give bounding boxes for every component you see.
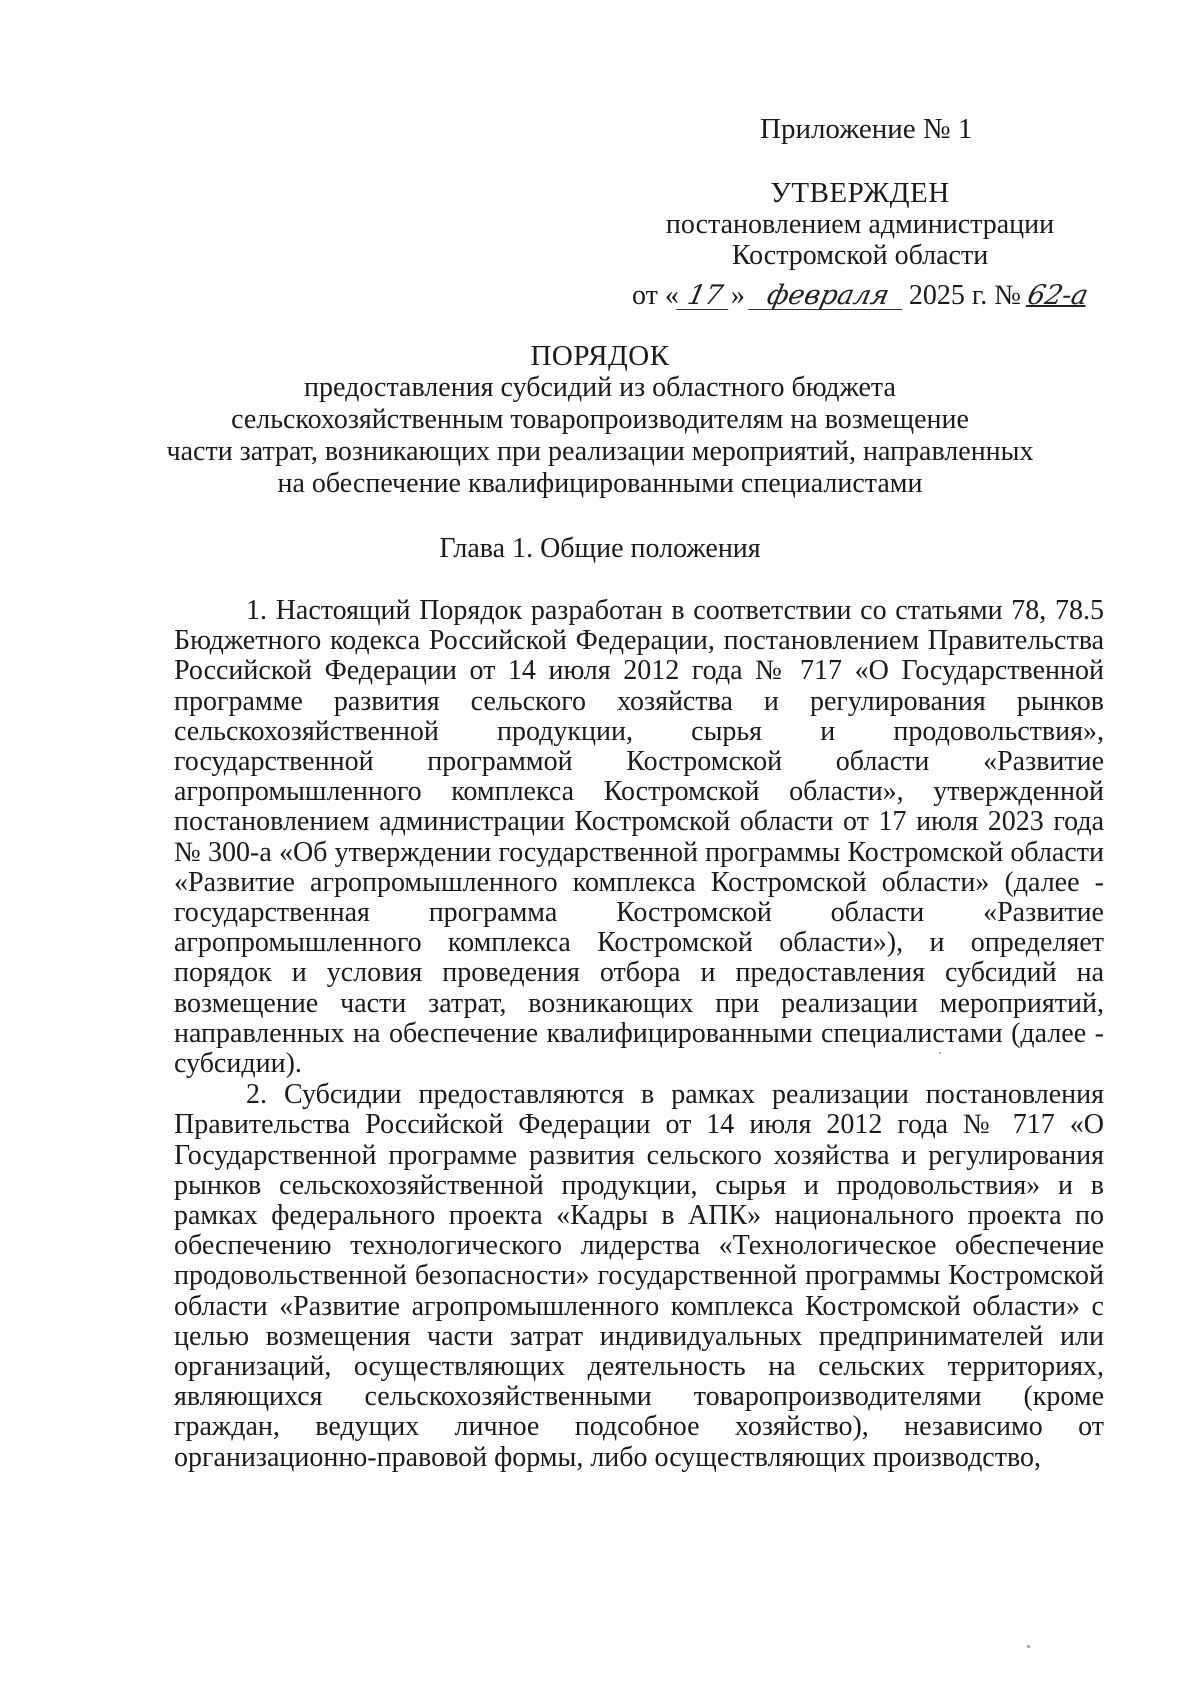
subtitle-line: сельскохозяйственным товаропроизводителям на возмещение (231, 404, 969, 435)
date-quote-close: » (730, 280, 745, 311)
approval-block (620, 178, 1100, 271)
date-prefix: от « (632, 280, 679, 311)
paragraph-2: 2. Субсидии предоставляются в рамках реализации постановления Правительства Российской Федерации от 14 июля 2012 года № 717 «О Государственной программе развития сельского хозяйства и регулирования рынков сельскохозяйственной продукции, сырья и продовольствия» и в рамках федерального проекта «Кадры в АПК» национального проекта по обеспечению технологического лидерства «Технологическое обеспечение продовольственной безопасности» государственной программы Костромской области «Развитие агропромышленного комплекса Костромской области» с целью возмещения части затрат индивидуальных предпринимателей или организаций, осуществляющих деятельность на сельских территориях, являющихся сельскохозяйственными товаропроизводителями (кроме граждан, ведущих личное подсобное хозяйство), независимо от организационно-правовой формы, либо осуществляющих производство, (174, 1079, 1104, 1473)
subtitle-line: предоставления субсидий из областного бюджета (304, 372, 896, 403)
document-title: ПОРЯДОК (530, 340, 670, 372)
appendix-label: Приложение № 1 (760, 113, 973, 145)
subtitle-line: части затрат, возникающих при реализации мероприятий, направленных (166, 436, 1034, 467)
date-year: 2025 г. № (908, 280, 1021, 311)
approved-by-line-1: постановлением администрации (665, 209, 1055, 240)
body-text (174, 596, 1104, 1473)
scan-artifact (939, 1052, 941, 1054)
handwritten-month: февраля (748, 283, 908, 310)
subtitle-line: на обеспечение квалифицированными специалистами (277, 468, 923, 499)
date-line (632, 278, 1098, 314)
scan-artifact (1027, 1645, 1030, 1648)
handwritten-day: 17 (676, 283, 734, 310)
handwritten-doc-number: 62-а (1024, 280, 1091, 311)
approved-by-line-2: Костромской области (731, 240, 989, 271)
paragraph-1: 1. Настоящий Порядок разработан в соответствии со статьями 78, 78.5 Бюджетного кодекса Российской Федерации, постановлением Правительства Российской Федерации от 14 июля 2012 года № 717 «О Государственной программе развития сельского хозяйства и регулирования рынков сельскохозяйственной продукции, сырья и продовольствия», государственной программой Костромской области «Развитие агропромышленного комплекса Костромской области», утвержденной постановлением администрации Костромской области от 17 июля 2023 года № 300-а «Об утверждении государственной программы Костромской области «Развитие агропромышленного комплекса Костромской области» (далее - государственная программа Костромской области «Развитие агропромышленного комплекса Костромской области»), и определяет порядок и условия проведения отбора и предоставления субсидий на возмещение части затрат, возникающих при реализации мероприятий, направленных на обеспечение квалифицированными специалистами (далее - субсидии). (174, 595, 1104, 1080)
approved-heading: УТВЕРЖДЕН (770, 177, 950, 209)
title-block (100, 340, 1100, 500)
chapter-heading: Глава 1. Общие положения (439, 533, 761, 564)
